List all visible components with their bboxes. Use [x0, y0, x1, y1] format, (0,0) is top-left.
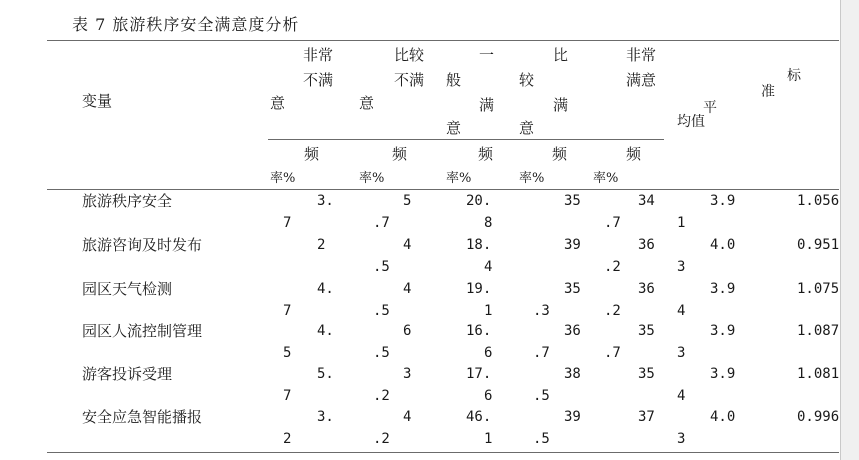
cell-c3-dec: 1 [484, 431, 493, 447]
cell-mean-dec: 4 [677, 303, 686, 319]
cell-c4-int: 38 [564, 366, 581, 382]
cell-c4-dec: .5 [533, 431, 550, 447]
cell-c1-int: 4. [317, 281, 334, 297]
cell-mean-dec: 3 [677, 431, 686, 447]
cell-c2-int: 4 [403, 409, 412, 425]
header-col3-line1: 一 [479, 46, 495, 64]
cell-c3-int: 46. [466, 409, 492, 425]
cell-c1-int: 5. [317, 366, 334, 382]
header-col4-line4: 意 [519, 119, 535, 137]
header-std-line1: 标 [787, 68, 801, 84]
table-title: 表 7 旅游秩序安全满意度分析 [72, 15, 300, 34]
header-col1-line2: 不满 [303, 71, 334, 89]
pct-label-4: 率% [519, 171, 545, 186]
cell-c1-dec: 5 [283, 345, 292, 361]
row-label: 游客投诉受理 [82, 365, 173, 383]
table-row [0, 321, 859, 365]
table-row [0, 191, 859, 235]
freq-label-4: 频 [552, 145, 568, 163]
header-mean-line1: 平 [703, 100, 717, 116]
cell-c1-int: 3. [317, 409, 334, 425]
table-top-rule [47, 40, 839, 41]
cell-c3-int: 16. [466, 323, 492, 339]
cell-c1-int: 3. [317, 193, 334, 209]
row-label: 安全应急智能播报 [82, 408, 203, 426]
cell-c3-int: 19. [466, 281, 492, 297]
cell-c3-int: 20. [466, 193, 492, 209]
header-col2-line3: 意 [359, 94, 375, 112]
cell-c4-int: 35 [564, 193, 581, 209]
cell-std: 1.087 [797, 323, 840, 339]
cell-c2-int: 6 [403, 323, 412, 339]
cell-mean-dec: 4 [677, 388, 686, 404]
cell-c1-dec: 7 [283, 303, 292, 319]
header-mean-line2: 均值 [677, 114, 705, 130]
cell-c3-dec: 6 [484, 345, 493, 361]
header-col4-line2: 较 [519, 71, 535, 89]
cell-c3-dec: 6 [484, 388, 493, 404]
header-col5-line1: 非常 [626, 46, 657, 64]
cell-c1-dec: 2 [283, 431, 292, 447]
table-row [0, 364, 859, 408]
cell-std: 1.081 [797, 366, 840, 382]
header-col5-line2: 满意 [626, 71, 657, 89]
cell-c2-int: 3 [403, 366, 412, 382]
cell-c2-dec: .2 [373, 431, 390, 447]
header-col4-line3: 满 [553, 96, 569, 114]
row-label: 园区天气检测 [82, 280, 173, 298]
cell-c4-dec: .5 [533, 388, 550, 404]
cell-c5-dec: .7 [604, 215, 621, 231]
cell-c3-int: 17. [466, 366, 492, 382]
cell-c2-dec: .5 [373, 303, 390, 319]
cell-c1-dec: 7 [283, 388, 292, 404]
pct-label-5: 率% [593, 171, 619, 186]
header-col4-line1: 比 [553, 46, 569, 64]
cell-c5-int: 34 [638, 193, 655, 209]
cell-c5-int: 37 [638, 409, 655, 425]
cell-c5-dec: .7 [604, 345, 621, 361]
cell-c2-int: 4 [403, 281, 412, 297]
header-col2-line2: 不满 [394, 71, 425, 89]
row-label: 旅游秩序安全 [82, 192, 173, 210]
cell-c4-int: 39 [564, 237, 581, 253]
cell-c4-int: 35 [564, 281, 581, 297]
cell-std: 1.075 [797, 281, 840, 297]
pct-label-1: 率% [270, 171, 296, 186]
cell-c3-dec: 1 [484, 303, 493, 319]
header-bottom-rule [47, 189, 839, 190]
header-std-line2: 准 [761, 84, 775, 100]
cell-std: 0.951 [797, 237, 840, 253]
cell-std: 0.996 [797, 409, 840, 425]
freq-label-1: 频 [304, 145, 320, 163]
cell-c5-dec: .2 [604, 303, 621, 319]
cell-c2-dec: .2 [373, 388, 390, 404]
row-label: 园区人流控制管理 [82, 322, 203, 340]
cell-c5-int: 35 [638, 323, 655, 339]
pct-label-3: 率% [446, 171, 472, 186]
cell-c5-dec: .2 [604, 259, 621, 275]
cell-c2-dec: .5 [373, 259, 390, 275]
header-mid-rule [268, 139, 664, 140]
header-col1-line3: 意 [270, 94, 286, 112]
header-variable: 变量 [82, 92, 113, 110]
cell-c4-dec: .7 [533, 345, 550, 361]
cell-mean-int: 3.9 [710, 323, 736, 339]
header-col3-line3: 满 [479, 96, 495, 114]
cell-c4-int: 39 [564, 409, 581, 425]
freq-label-3: 频 [478, 145, 494, 163]
cell-c5-int: 36 [638, 237, 655, 253]
cell-mean-int: 4.0 [710, 237, 736, 253]
cell-mean-int: 3.9 [710, 366, 736, 382]
header-col1-line1: 非常 [303, 46, 334, 64]
cell-mean-int: 3.9 [710, 281, 736, 297]
freq-label-2: 频 [392, 145, 408, 163]
table-row [0, 279, 859, 323]
cell-mean-dec: 1 [677, 215, 686, 231]
cell-c4-dec: .3 [533, 303, 550, 319]
table-row [0, 407, 859, 451]
table-bottom-rule [47, 452, 839, 453]
cell-c5-int: 36 [638, 281, 655, 297]
cell-c3-dec: 4 [484, 259, 493, 275]
cell-c2-dec: .7 [373, 215, 390, 231]
cell-c3-dec: 8 [484, 215, 493, 231]
freq-label-5: 频 [626, 145, 642, 163]
pct-label-2: 率% [359, 171, 385, 186]
cell-mean-dec: 3 [677, 259, 686, 275]
header-col2-line1: 比较 [394, 46, 425, 64]
cell-mean-int: 3.9 [710, 193, 736, 209]
cell-c1-dec: 7 [283, 215, 292, 231]
cell-c2-int: 5 [403, 193, 412, 209]
cell-std: 1.056 [797, 193, 840, 209]
header-col3-line4: 意 [446, 119, 462, 137]
cell-c5-int: 35 [638, 366, 655, 382]
cell-c1-int: 2 [317, 237, 326, 253]
cell-mean-int: 4.0 [710, 409, 736, 425]
cell-mean-dec: 3 [677, 345, 686, 361]
cell-c3-int: 18. [466, 237, 492, 253]
cell-c2-dec: .5 [373, 345, 390, 361]
cell-c1-int: 4. [317, 323, 334, 339]
cell-c4-int: 36 [564, 323, 581, 339]
header-col3-line2: 般 [446, 71, 462, 89]
table-row [0, 235, 859, 279]
row-label: 旅游咨询及时发布 [82, 236, 203, 254]
cell-c2-int: 4 [403, 237, 412, 253]
